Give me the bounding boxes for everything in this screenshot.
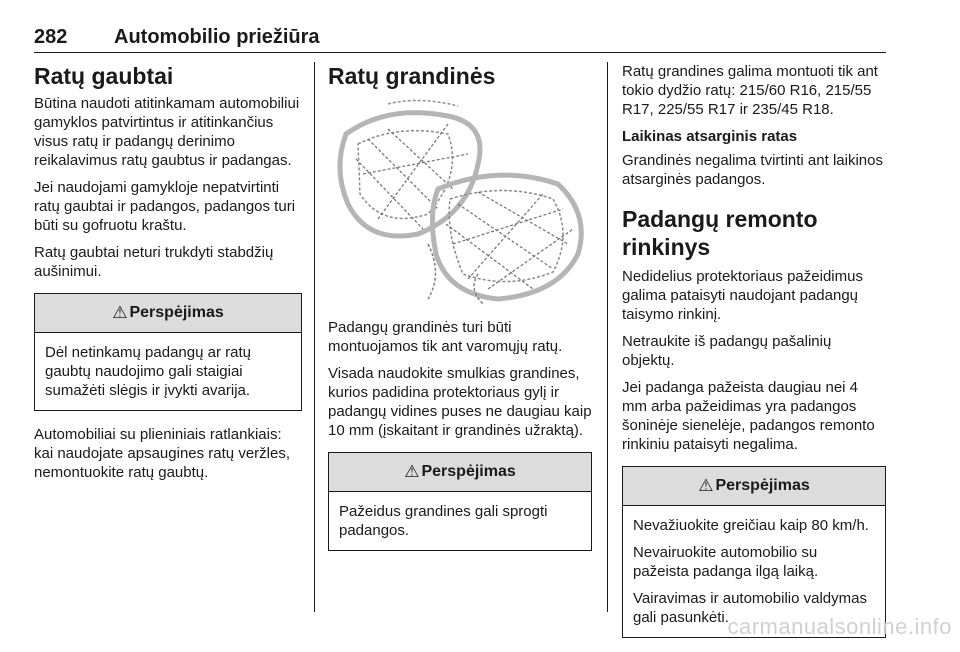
snow-chains-image (328, 94, 592, 306)
snow-chains-illustration (328, 94, 592, 306)
warning-triangle-icon: ⚠ (404, 462, 420, 481)
column-snow-chains (328, 62, 592, 565)
watermark: carmanualsonline.info (727, 614, 952, 639)
paragraph: Automobiliai su plieniniais ratlankiais: kai naudojate apsaugines ratų veržles, nemontuokite ratų gaubtų. (34, 426, 290, 481)
paragraph: Ratų gaubtai neturi trukdyti stabdžių aušinimui. (34, 244, 274, 280)
warning-header (35, 294, 301, 333)
section-title-wheel-covers: Ratų gaubtai (34, 63, 174, 89)
paragraph: Jei naudojami gamykloje nepatvirtinti ratų gaubtai ir padangos, padangos turi būti su gofruotu kraštu. (34, 179, 296, 234)
column-wheel-covers (34, 62, 302, 490)
warning-text: Vairavimas ir automobilio valdymas gali pasunkėti. (633, 590, 867, 626)
paragraph: Grandinės negalima tvirtinti ant laikinos atsarginės padangos. (622, 152, 883, 188)
warning-title: Perspėjimas (129, 304, 224, 321)
warning-triangle-icon: ⚠ (698, 476, 714, 495)
paragraph: Visada naudokite smulkias grandines, kurios padidina protektoriaus gylį ir padangų vidines puses ne daugiau kaip 10 mm (įskaitant ir grandinės užraktą). (328, 365, 592, 439)
paragraph: Ratų grandines galima montuoti tik ant tokio dydžio ratų: 215/60 R16, 215/55 R17, 225/55 R17 ir 235/45 R18. (622, 63, 878, 118)
warning-text: Nevažiuokite greičiau kaip 80 km/h. (633, 517, 869, 534)
chapter-title: Automobilio priežiūra (114, 26, 320, 48)
paragraph: Netraukite iš padangų pašalinių objektų. (622, 333, 832, 369)
warning-box (328, 452, 592, 551)
page-header (34, 24, 886, 53)
paragraph: Būtina naudoti atitinkamam automobiliui gamyklos patvirtintus ir atitinkančius visus ratų ir padangų derinimo reikalavimus ratų gaubtus ir padangas. (34, 95, 300, 169)
column-divider (314, 62, 315, 612)
warning-triangle-icon: ⚠ (112, 303, 128, 322)
warning-box (34, 293, 302, 411)
warning-text: Pažeidus grandines gali sprogti padangos. (339, 503, 548, 539)
paragraph: Padangų grandinės turi būti montuojamos tik ant varomųjų ratų. (328, 319, 563, 355)
page-number: 282 (34, 26, 68, 48)
warning-title: Perspėjimas (421, 463, 516, 480)
column-repair-kit (622, 62, 886, 652)
warning-box (622, 466, 886, 638)
paragraph: Nedidelius protektoriaus pažeidimus galima pataisyti naudojant padangų taisymo rinkinį. (622, 268, 863, 323)
column-divider (607, 62, 608, 612)
warning-header (623, 467, 885, 506)
subsection-title-temporary-spare: Laikinas atsarginis ratas (622, 128, 798, 145)
warning-header (329, 453, 591, 492)
warning-text: Nevairuokite automobilio su pažeista padanga ilgą laiką. (633, 544, 819, 580)
paragraph: Jei padanga pažeista daugiau nei 4 mm arba pažeidimas yra padangos šoninėje sienelėje, padangos remonto rinkiniu pataisyti negalima. (622, 379, 875, 453)
section-title-snow-chains: Ratų grandinės (328, 63, 496, 89)
section-title-repair-kit: Padangų remonto rinkinys (622, 206, 818, 260)
warning-text: Dėl netinkamų padangų ar ratų gaubtų naudojimo gali staigiai sumažėti slėgis ir įvykti avarija. (45, 344, 251, 399)
warning-title: Perspėjimas (715, 477, 810, 494)
